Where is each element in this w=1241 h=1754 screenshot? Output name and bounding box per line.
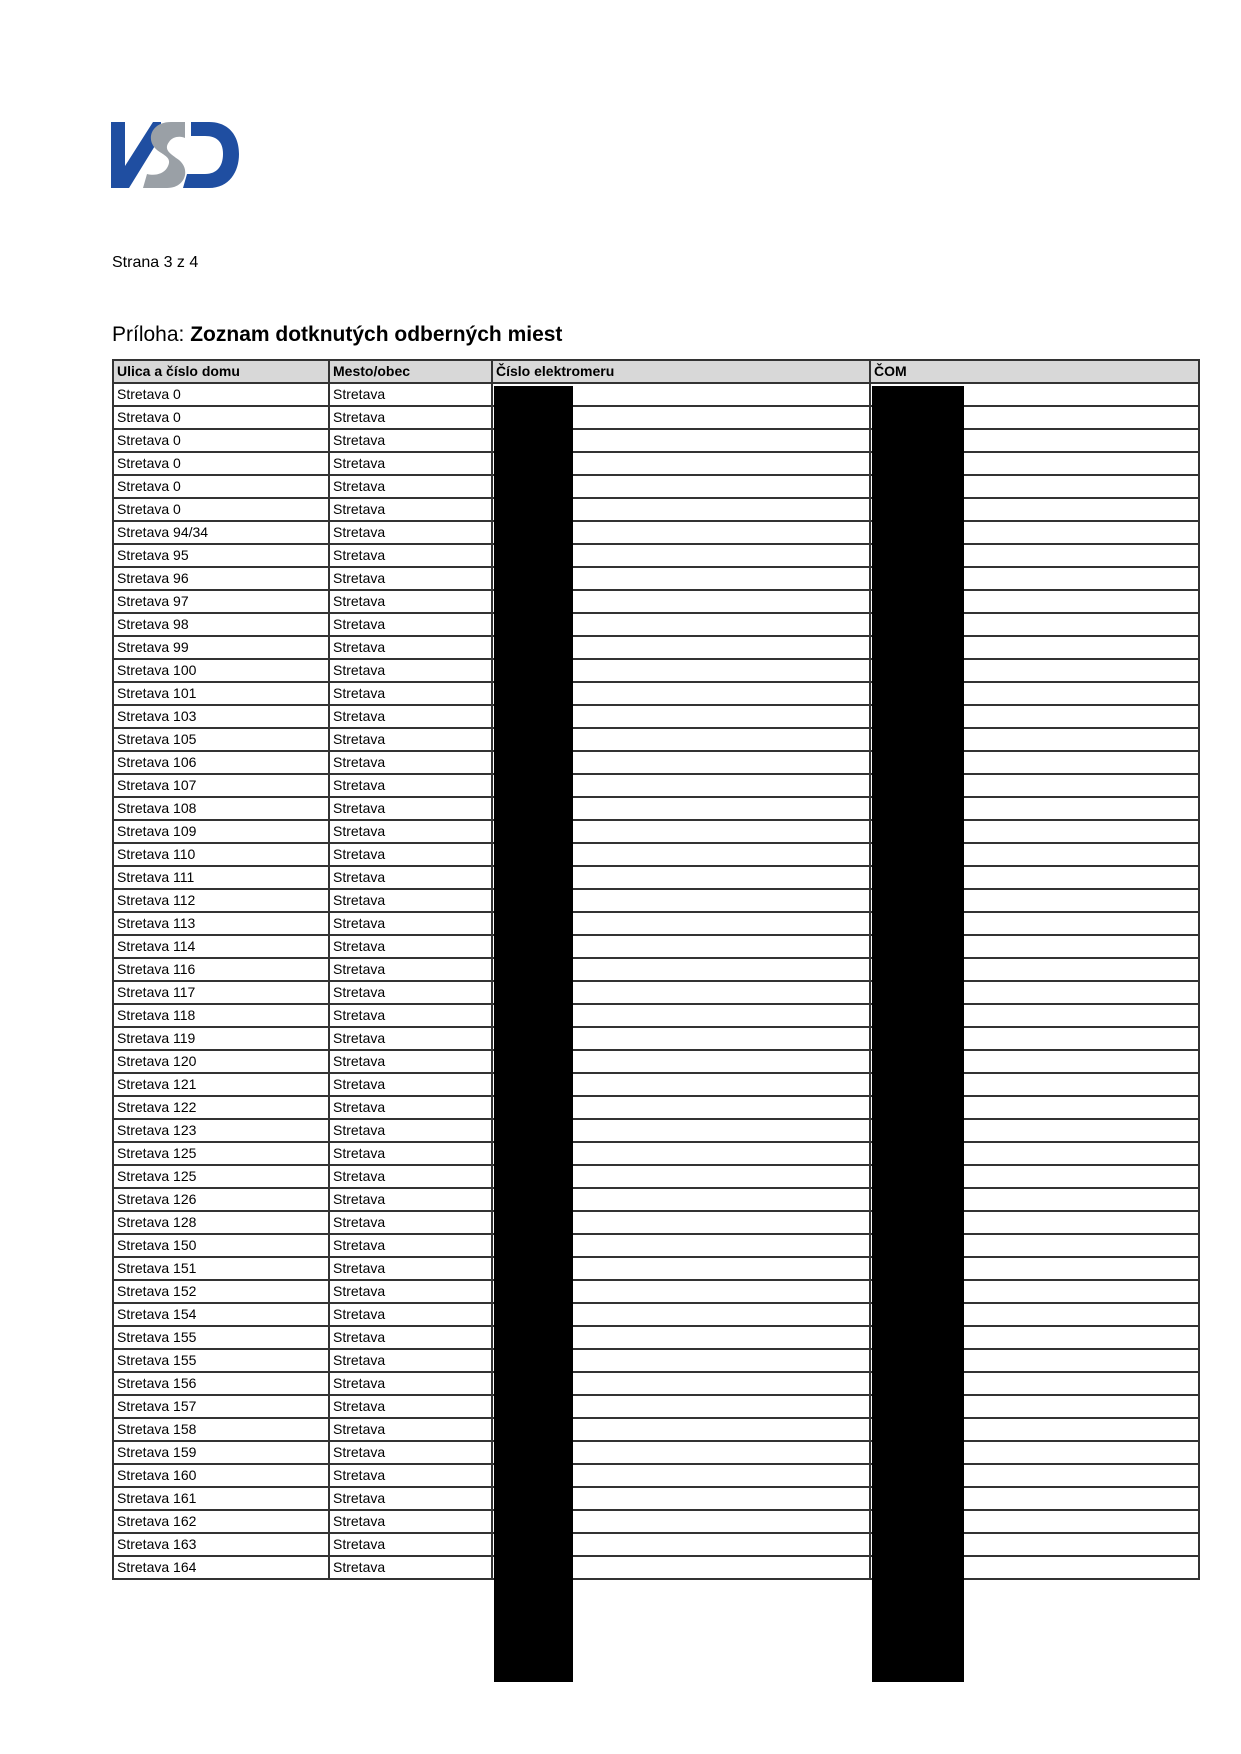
cell-city: Stretava [329, 1073, 492, 1096]
table-row [113, 1533, 1199, 1556]
table-row [113, 636, 1199, 659]
cell-city: Stretava [329, 1533, 492, 1556]
table-row [113, 1234, 1199, 1257]
cell-street: Stretava 162 [113, 1510, 329, 1533]
cell-city: Stretava [329, 590, 492, 613]
cell-city: Stretava [329, 521, 492, 544]
table-row [113, 1050, 1199, 1073]
table-row [113, 1556, 1199, 1579]
table-row [113, 1510, 1199, 1533]
cell-street: Stretava 98 [113, 613, 329, 636]
cell-street: Stretava 122 [113, 1096, 329, 1119]
cell-city: Stretava [329, 1188, 492, 1211]
cell-city: Stretava [329, 1050, 492, 1073]
cell-street: Stretava 111 [113, 866, 329, 889]
cell-city: Stretava [329, 498, 492, 521]
cell-street: Stretava 113 [113, 912, 329, 935]
table-row [113, 1395, 1199, 1418]
redaction-block-meter-numbers [494, 386, 573, 1682]
cell-city: Stretava [329, 728, 492, 751]
cell-city: Stretava [329, 475, 492, 498]
cell-city: Stretava [329, 1257, 492, 1280]
cell-city: Stretava [329, 1326, 492, 1349]
cell-city: Stretava [329, 1027, 492, 1050]
cell-city: Stretava [329, 636, 492, 659]
cell-street: Stretava 119 [113, 1027, 329, 1050]
cell-street: Stretava 151 [113, 1257, 329, 1280]
title-main: Zoznam dotknutých odberných miest [190, 323, 563, 346]
cell-city: Stretava [329, 1349, 492, 1372]
cell-street: Stretava 94/34 [113, 521, 329, 544]
cell-street: Stretava 155 [113, 1326, 329, 1349]
table-row [113, 843, 1199, 866]
table-row [113, 1211, 1199, 1234]
table-row [113, 958, 1199, 981]
cell-street: Stretava 158 [113, 1418, 329, 1441]
page-number: Strana 3 z 4 [112, 254, 199, 271]
cell-city: Stretava [329, 429, 492, 452]
table-row [113, 452, 1199, 475]
cell-street: Stretava 160 [113, 1464, 329, 1487]
cell-street: Stretava 107 [113, 774, 329, 797]
table-row [113, 1464, 1199, 1487]
cell-city: Stretava [329, 1280, 492, 1303]
cell-street: Stretava 99 [113, 636, 329, 659]
table-row [113, 1188, 1199, 1211]
cell-street: Stretava 109 [113, 820, 329, 843]
table-row [113, 1165, 1199, 1188]
table-row [113, 820, 1199, 843]
cell-street: Stretava 103 [113, 705, 329, 728]
table-row [113, 1303, 1199, 1326]
cell-city: Stretava [329, 797, 492, 820]
table-row [113, 1280, 1199, 1303]
table-row [113, 1142, 1199, 1165]
cell-street: Stretava 116 [113, 958, 329, 981]
table-row [113, 797, 1199, 820]
table-row [113, 1326, 1199, 1349]
cell-street: Stretava 117 [113, 981, 329, 1004]
cell-city: Stretava [329, 1372, 492, 1395]
cell-city: Stretava [329, 613, 492, 636]
cell-city: Stretava [329, 1142, 492, 1165]
table-header-row [113, 360, 1199, 383]
table-row [113, 406, 1199, 429]
cell-city: Stretava [329, 1395, 492, 1418]
cell-city: Stretava [329, 1510, 492, 1533]
table-row [113, 1096, 1199, 1119]
cell-city: Stretava [329, 820, 492, 843]
table-row [113, 1027, 1199, 1050]
cell-street: Stretava 106 [113, 751, 329, 774]
cell-city: Stretava [329, 1441, 492, 1464]
table-row [113, 613, 1199, 636]
cell-city: Stretava [329, 544, 492, 567]
cell-street: Stretava 125 [113, 1165, 329, 1188]
table-row [113, 498, 1199, 521]
vsd-logo [111, 118, 239, 190]
title-prefix: Príloha: [112, 323, 191, 346]
cell-city: Stretava [329, 406, 492, 429]
cell-street: Stretava 126 [113, 1188, 329, 1211]
cell-street: Stretava 112 [113, 889, 329, 912]
cell-street: Stretava 121 [113, 1073, 329, 1096]
cell-city: Stretava [329, 383, 492, 406]
cell-street: Stretava 150 [113, 1234, 329, 1257]
cell-city: Stretava [329, 705, 492, 728]
table-row [113, 1004, 1199, 1027]
table-row [113, 1119, 1199, 1142]
cell-street: Stretava 163 [113, 1533, 329, 1556]
redaction-block-com [872, 386, 964, 1682]
cell-city: Stretava [329, 567, 492, 590]
cell-street: Stretava 128 [113, 1211, 329, 1234]
header-street: Ulica a číslo domu [113, 360, 329, 383]
cell-street: Stretava 97 [113, 590, 329, 613]
table-row [113, 429, 1199, 452]
cell-city: Stretava [329, 912, 492, 935]
cell-city: Stretava [329, 1556, 492, 1579]
header-com: ČOM [870, 360, 1199, 383]
table-row [113, 1372, 1199, 1395]
table-row [113, 659, 1199, 682]
cell-street: Stretava 164 [113, 1556, 329, 1579]
cell-city: Stretava [329, 774, 492, 797]
cell-city: Stretava [329, 1211, 492, 1234]
cell-street: Stretava 161 [113, 1487, 329, 1510]
cell-city: Stretava [329, 889, 492, 912]
cell-street: Stretava 95 [113, 544, 329, 567]
cell-street: Stretava 0 [113, 429, 329, 452]
cell-street: Stretava 0 [113, 383, 329, 406]
cell-street: Stretava 110 [113, 843, 329, 866]
cell-street: Stretava 0 [113, 475, 329, 498]
cell-city: Stretava [329, 1165, 492, 1188]
table-row [113, 774, 1199, 797]
cell-street: Stretava 154 [113, 1303, 329, 1326]
cell-city: Stretava [329, 981, 492, 1004]
cell-street: Stretava 125 [113, 1142, 329, 1165]
table-row [113, 981, 1199, 1004]
cell-street: Stretava 0 [113, 406, 329, 429]
cell-city: Stretava [329, 1303, 492, 1326]
cell-city: Stretava [329, 1004, 492, 1027]
table-row [113, 544, 1199, 567]
cell-city: Stretava [329, 1096, 492, 1119]
vsd-logo-graphic [111, 118, 239, 190]
cell-city: Stretava [329, 1464, 492, 1487]
cell-street: Stretava 100 [113, 659, 329, 682]
cell-street: Stretava 0 [113, 452, 329, 475]
table-row [113, 590, 1199, 613]
cell-street: Stretava 118 [113, 1004, 329, 1027]
cell-street: Stretava 105 [113, 728, 329, 751]
table-row [113, 912, 1199, 935]
page-title [112, 322, 562, 348]
table-row [113, 866, 1199, 889]
cell-street: Stretava 152 [113, 1280, 329, 1303]
table-row [113, 751, 1199, 774]
cell-street: Stretava 155 [113, 1349, 329, 1372]
cell-city: Stretava [329, 1418, 492, 1441]
table-row [113, 1073, 1199, 1096]
table-row [113, 1349, 1199, 1372]
cell-city: Stretava [329, 682, 492, 705]
cell-city: Stretava [329, 866, 492, 889]
cell-street: Stretava 156 [113, 1372, 329, 1395]
cell-city: Stretava [329, 958, 492, 981]
table-row [113, 567, 1199, 590]
table-row [113, 521, 1199, 544]
table-row [113, 1257, 1199, 1280]
table-row [113, 889, 1199, 912]
affected-points-table [112, 359, 1200, 1580]
cell-city: Stretava [329, 659, 492, 682]
table-row [113, 383, 1199, 406]
cell-street: Stretava 108 [113, 797, 329, 820]
cell-street: Stretava 123 [113, 1119, 329, 1142]
cell-street: Stretava 0 [113, 498, 329, 521]
table-row [113, 728, 1199, 751]
header-city: Mesto/obec [329, 360, 492, 383]
cell-city: Stretava [329, 1119, 492, 1142]
cell-street: Stretava 96 [113, 567, 329, 590]
table-row [113, 475, 1199, 498]
cell-street: Stretava 114 [113, 935, 329, 958]
cell-city: Stretava [329, 843, 492, 866]
cell-city: Stretava [329, 751, 492, 774]
cell-city: Stretava [329, 1487, 492, 1510]
cell-street: Stretava 101 [113, 682, 329, 705]
table-body [113, 383, 1199, 1579]
table-row [113, 1418, 1199, 1441]
table-row [113, 935, 1199, 958]
cell-street: Stretava 159 [113, 1441, 329, 1464]
cell-city: Stretava [329, 935, 492, 958]
table-row [113, 1487, 1199, 1510]
cell-street: Stretava 120 [113, 1050, 329, 1073]
header-meter-number: Číslo elektromeru [492, 360, 870, 383]
table-row [113, 1441, 1199, 1464]
cell-city: Stretava [329, 452, 492, 475]
cell-street: Stretava 157 [113, 1395, 329, 1418]
table-row [113, 705, 1199, 728]
cell-city: Stretava [329, 1234, 492, 1257]
table-row [113, 682, 1199, 705]
